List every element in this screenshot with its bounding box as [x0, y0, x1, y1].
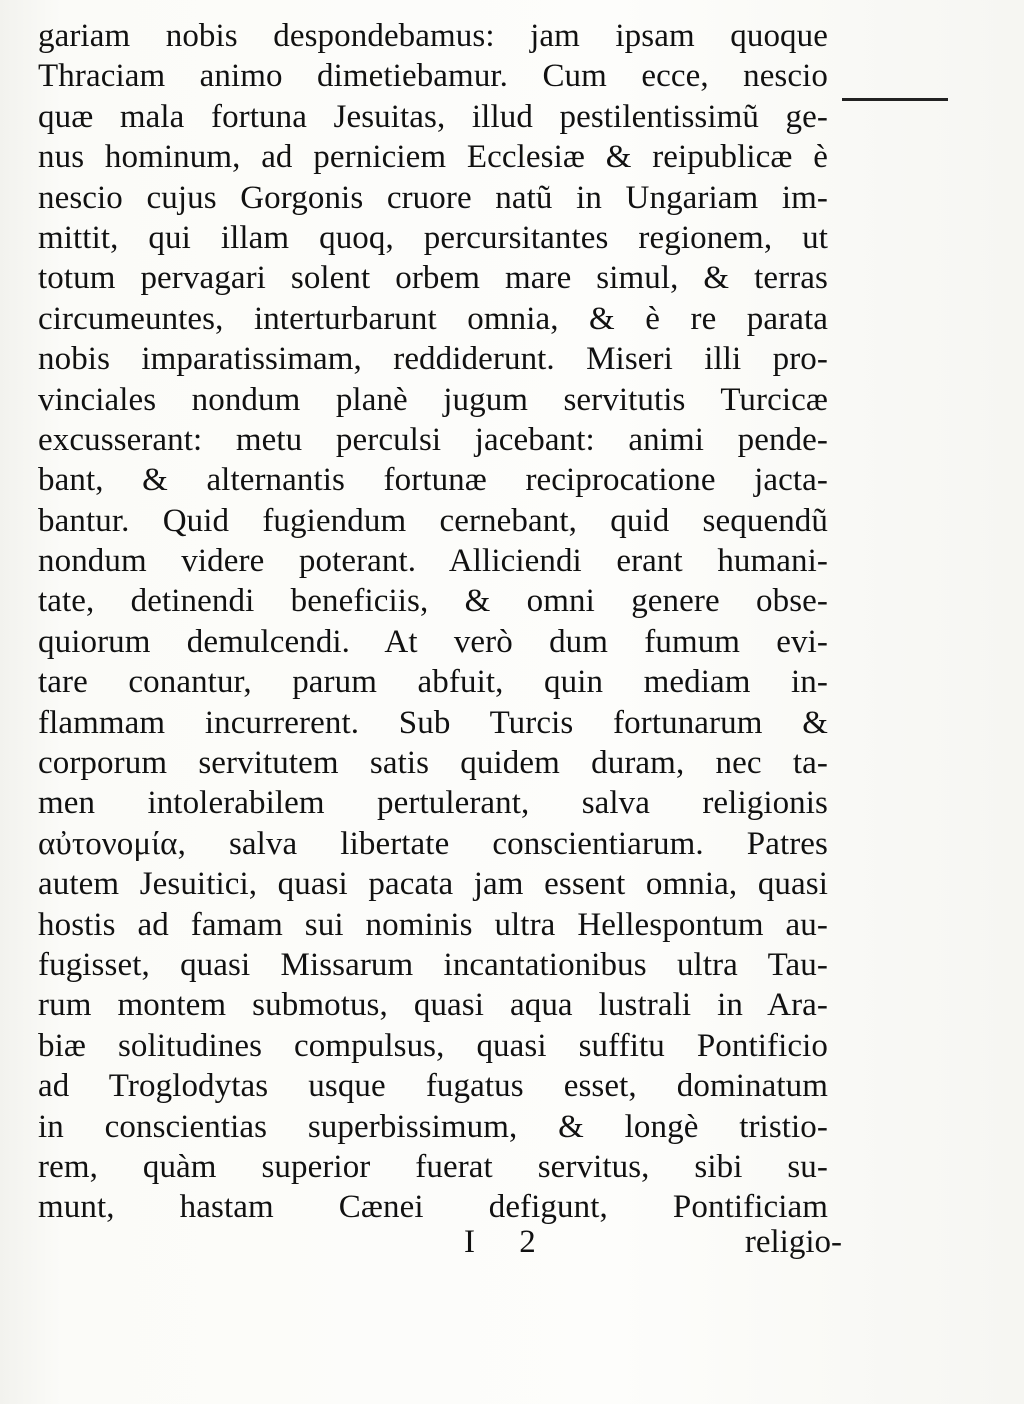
text-line: biæ solitudines compulsus, quasi suffitu Pontificio — [38, 1027, 828, 1064]
text-line: munt, hastam Cænei defigunt, Pontificiam — [38, 1189, 828, 1226]
text-line: mittit, qui illam quoq, percursitantes regionem, ut — [38, 219, 828, 256]
page-footer — [38, 1224, 842, 1268]
text-line: rum montem submotus, quasi aqua lustrali in Ara- — [38, 987, 828, 1024]
text-line: ad Troglodytas usque fugatus esset, dominatum — [38, 1068, 828, 1105]
text-line: circumeuntes, interturbarunt omnia, & è re parata — [38, 300, 828, 337]
text-line: nus hominum, ad perniciem Ecclesiæ & reipublicæ è — [38, 139, 828, 176]
text-line: Thraciam animo dimetiebamur. Cum ecce, nescio — [38, 58, 828, 95]
text-line: bantur. Quid fugiendum cernebant, quid sequendũ — [38, 502, 828, 539]
body-text — [38, 16, 828, 1228]
text-line: quæ mala fortuna Jesuitas, illud pestilentissimũ ge- — [38, 98, 828, 135]
text-line: tate, detinendi beneficiis, & omni genere obse- — [38, 583, 828, 620]
text-line: in conscientias superbissimum, & longè tristio- — [38, 1108, 828, 1145]
text-line: αὐτονομία, salva libertate conscientiarum. Patres — [38, 825, 828, 862]
text-line: gariam nobis despondebamus: jam ipsam quoque — [38, 18, 828, 54]
text-line: autem Jesuitici, quasi pacata jam essent omnia, quasi — [38, 866, 828, 903]
text-line: flammam incurrerent. Sub Turcis fortunarum & — [38, 704, 828, 741]
catchword: religio- — [744, 1224, 842, 1260]
signature-mark: I 2 — [464, 1224, 554, 1260]
text-line: totum pervagari solent orbem mare simul, & terras — [38, 260, 828, 297]
text-line: hostis ad famam sui nominis ultra Hellespontum au- — [38, 906, 828, 943]
text-line: corporum servitutem satis quidem duram, nec ta- — [38, 745, 828, 782]
text-line: fugisset, quasi Missarum incantationibus ultra Tau- — [38, 946, 828, 983]
text-line: vinciales nondum planè jugum servitutis Turcicæ — [38, 381, 828, 418]
text-line: quiorum demulcendi. At verò dum fumum evi- — [38, 623, 828, 660]
text-line: men intolerabilem pertulerant, salva religionis — [38, 785, 828, 822]
text-line: excusserant: metu perculsi jacebant: animi pende- — [38, 421, 828, 458]
text-line: nondum videre poterant. Alliciendi erant humani- — [38, 543, 828, 580]
text-line: rem, quàm superior fuerat servitus, sibi su- — [38, 1148, 828, 1185]
margin-rule — [842, 98, 948, 101]
text-line: nobis imparatissimam, reddiderunt. Miseri illi pro- — [38, 341, 828, 378]
text-line: tare conantur, parum abfuit, quin mediam in- — [38, 664, 828, 701]
text-line: nescio cujus Gorgonis cruore natũ in Ungariam im- — [38, 179, 828, 216]
text-line: bant, & alternantis fortunæ reciprocatione jacta- — [38, 462, 828, 499]
